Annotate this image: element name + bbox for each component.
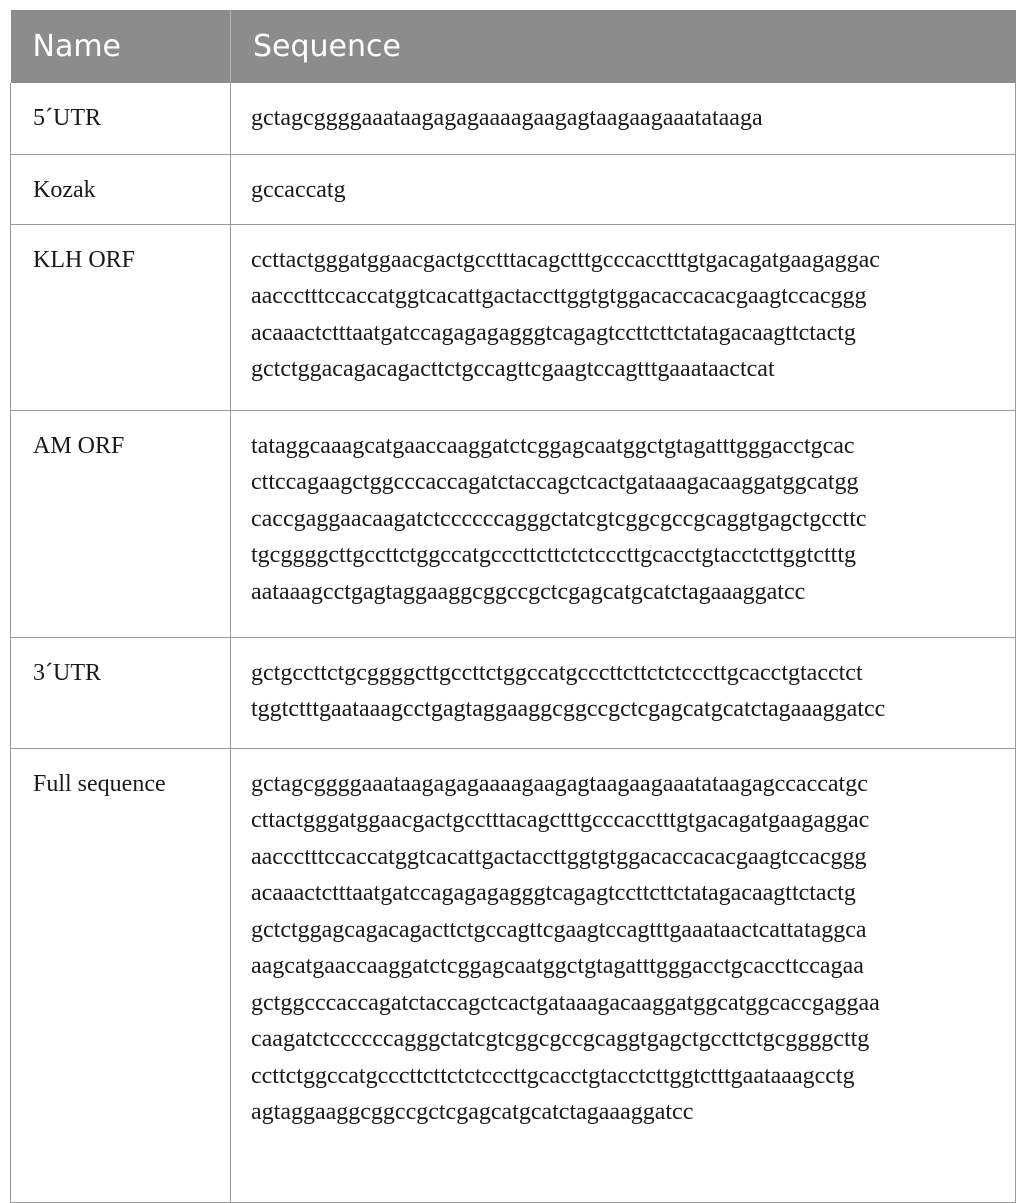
sequence-line: aagcatgaaccaaggatctcggagcaatggctgtagatttgggacctgcaccttccagaa xyxy=(251,953,864,979)
table-row xyxy=(11,410,1016,637)
row-sequence xyxy=(231,83,1016,154)
sequence-line: aaccctttccaccatggtcacattgactaccttggtgtggacaccacacgaagtccacggg xyxy=(251,283,867,309)
sequence-line: acaaactctttaatgatccagagagagggtcagagtccttcttctatagacaagttctactg xyxy=(251,880,856,906)
sequence-line: gctgccttctgcggggcttgccttctggccatgcccttcttctctcccttgcacctgtacctct xyxy=(251,659,863,686)
sequence-line: agtaggaaggcggccgctcgagcatgcatctagaaaggatcc xyxy=(251,1099,694,1125)
header-row xyxy=(11,10,1016,83)
sequence-line: ccttactgggatggaacgactgcctttacagctttgcccacctttgtgacagatgaagaggac xyxy=(251,246,880,273)
row-name: KLH ORF xyxy=(11,224,231,410)
header-name: Name xyxy=(11,10,231,83)
sequence-line: gccaccatg xyxy=(251,176,346,203)
row-sequence xyxy=(231,224,1016,410)
sequence-line: acaaactctttaatgatccagagagagggtcagagtccttcttctatagacaagttctactg xyxy=(251,319,856,346)
sequence-line: tataggcaaagcatgaaccaaggatctcggagcaatggctgtagatttgggacctgcac xyxy=(251,432,855,459)
table-row xyxy=(11,637,1016,748)
sequence-line: tggtctttgaataaagcctgagtaggaaggcggccgctcgagcatgcatctagaaaggatcc xyxy=(251,696,886,722)
table-row xyxy=(11,224,1016,410)
sequence-line: caagatctccccccagggctatcgtcggcgccgcaggtgagctgccttctgcggggcttg xyxy=(251,1026,870,1052)
row-sequence xyxy=(231,748,1016,1202)
row-sequence xyxy=(231,154,1016,224)
header-sequence: Sequence xyxy=(231,10,1016,83)
sequence-line: cttccagaagctggcccaccagatctaccagctcactgataaagacaaggatggcatgg xyxy=(251,469,859,495)
table-row xyxy=(11,83,1016,154)
sequence-line: gctagcggggaaataagagagaaaagaagagtaagaagaaatataaga xyxy=(251,105,763,131)
row-name: AM ORF xyxy=(11,410,231,637)
sequence-line: ccttctggccatgcccttcttctctcccttgcacctgtacctcttggtctttgaataaagcctg xyxy=(251,1062,855,1089)
sequence-line: cttactgggatggaacgactgcctttacagctttgcccacctttgtgacagatgaagaggac xyxy=(251,807,870,833)
row-name: Full sequence xyxy=(11,748,231,1202)
sequence-table xyxy=(10,10,1016,1203)
sequence-line: tgcggggcttgccttctggccatgcccttcttctctcccttgcacctgtacctcttggtctttg xyxy=(251,542,856,568)
row-name: 5´UTR xyxy=(11,83,231,154)
sequence-line: gctagcggggaaataagagagaaaagaagagtaagaagaaatataagagccaccatgc xyxy=(251,770,868,797)
sequence-line: gctctggacagacagacttctgccagttcgaagtccagtttgaaataactcat xyxy=(251,356,775,382)
sequence-line: caccgaggaacaagatctccccccagggctatcgtcggcgccgcaggtgagctgccttc xyxy=(251,505,867,532)
sequence-line: aaccctttccaccatggtcacattgactaccttggtgtggacaccacacgaagtccacggg xyxy=(251,843,867,870)
sequence-line: gctggcccaccagatctaccagctcactgataaagacaaggatggcatggcaccgaggaa xyxy=(251,989,880,1016)
table-row xyxy=(11,748,1016,1202)
sequence-line: gctctggagcagacagacttctgccagttcgaagtccagtttgaaataactcattataggca xyxy=(251,916,867,943)
row-sequence xyxy=(231,637,1016,748)
sequence-line: aataaagcctgagtaggaaggcggccgctcgagcatgcatctagaaaggatcc xyxy=(251,578,806,605)
row-name: Kozak xyxy=(11,154,231,224)
row-sequence xyxy=(231,410,1016,637)
row-name: 3´UTR xyxy=(11,637,231,748)
table-row xyxy=(11,154,1016,224)
